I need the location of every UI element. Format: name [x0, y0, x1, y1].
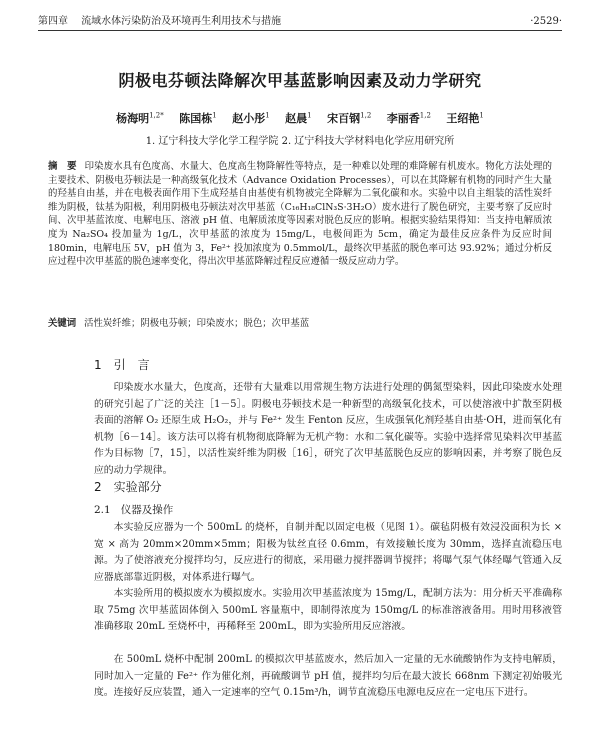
abstract-label: 摘 要 [48, 161, 77, 172]
abstract [48, 160, 552, 269]
author-name: 李丽香 [386, 112, 420, 125]
author-affil-mark: 1,2* [149, 111, 164, 120]
keywords [48, 317, 552, 330]
section-title: 流域水体污染防治及环境再生利用技术与措施 [81, 16, 282, 27]
author-affil-mark: 1,2 [360, 111, 372, 120]
author-name: 赵小彤 [232, 112, 266, 125]
author-name: 赵晨 [285, 112, 308, 125]
abstract-text: 印染废水具有色度高、水量大、色度高生物降解性等特点，是一种难以处理的难降解有机废水。物化方法处理的主要技术、阴极电芬顿法是一种高级氧化技术（Advance Oxidation Processes），可以在其降解有机物的同时产生大量的羟基自由基，并在电极表面作用下生成羟基自由基使有机物被完全降解为二氧化碳和水。实验中以自主组装的活性炭纤维为阴极，钛基为阳极，利用阴极电芬顿法对次甲基蓝（C₁₆H₁₈ClN₃S·3H₂O）废水进行了脱色研究，主要考察了反应时间、次甲基蓝浓度、电解电压、溶液 pH 值、电解质浓度等因素对脱色反应的影响。根据实验结果得知：当支持电解质浓度为 Na₂SO₄ 投加量为 1g/L，次甲基蓝的浓度为 15mg/L，电极间距为 5cm，确定为最佳反应条件为反应时间 180min，电解电压 5V，pH 值为 3，Fe²⁺ 投加浓度为 0.5mmol/L，最终次甲基蓝的脱色率可达 93.92%；通过分析反应过程中次甲基蓝的脱色速率变化，得出次甲基蓝降解过程反应遵循一级反应动力学。 [48, 161, 552, 268]
affiliations: 1. 辽宁科技大学化学工程学院 2. 辽宁科技大学材料电化学应用研究所 [145, 136, 455, 147]
author-affil-mark: 1,2 [419, 111, 431, 120]
author-name: 陈国栋 [179, 112, 213, 125]
subsection-heading-instruments [94, 502, 173, 517]
keywords-label: 关键词 [48, 318, 77, 329]
author-list [0, 110, 600, 126]
author-affil-mark: 1 [307, 111, 312, 120]
experiment-paragraph: 本实验所用的模拟废水为模拟废水。实验用次甲基蓝浓度为 15mg/L，配制方法为：用分析天平准确称取 75mg 次甲基蓝固体倒入 500mL 容量瓶中，即制得浓度为 150mg/L 的标准溶液备用。用时用移液管准确移取 20mL 至烧杯中，再稀释至 200mL，即为实验所用反应溶液。 [94, 588, 562, 632]
author-affil-mark: 1 [212, 111, 217, 120]
section-number: 1 [94, 358, 102, 372]
author [327, 112, 371, 125]
author [387, 112, 431, 125]
section-heading-introduction [94, 356, 150, 373]
author-name: 杨海明 [116, 112, 150, 125]
author [285, 112, 311, 125]
section-heading-experiment [94, 478, 162, 495]
page-number: ·2529· [530, 16, 562, 27]
author-affil-mark: 1 [265, 111, 270, 120]
author-name: 宋百钢 [327, 112, 361, 125]
running-header [38, 12, 562, 31]
author [179, 112, 216, 125]
author-name: 王绍艳 [446, 112, 480, 125]
running-header-left [38, 12, 291, 27]
author [446, 112, 483, 125]
section-number: 2 [94, 480, 102, 494]
paper-title: 阴极电芬顿法降解次甲基蓝影响因素及动力学研究 [118, 71, 482, 90]
section-title: 引 言 [113, 358, 150, 372]
subsection-title: 仪器及操作 [120, 504, 174, 516]
subsection-number: 2.1 [94, 504, 111, 516]
experiment-paragraph: 本实验反应器为一个 500mL 的烧杯，自制并配以固定电极（见图 1）。碳毡阴极有效浸没面积为长 × 宽 × 高为 20mm×20mm×5mm；阳极为钛丝直径 0.6mm，有效接触长度为 30mm，选择直流稳压电源。为了使溶液充分搅拌均匀，反应进行的彻底，采用磁力搅拌器调节搅拌；将曝气泵气体经曝气管通入反应器底部靠近阴极，对体系进行曝气。 [94, 522, 562, 583]
introduction-paragraph: 印染废水水量大，色度高，还带有大量难以用常规生物方法进行处理的偶氮型染料，因此印染废水处理的研究引起了广泛的关注［1－5］。阴极电芬顿技术是一种新型的高级氧化技术，可以使溶液中扩散至阴极表面的溶解 O₂ 还原生成 H₂O₂，并与 Fe²⁺ 发生 Fenton 反应，生成强氧化剂羟基自由基·OH，进而氧化有机物［6－14］。该方法可以将有机物彻底降解为无机产物：水和二氧化碳等。实验中选择常见染料次甲基蓝作为目标物［7，15］，以活性炭纤维为阴极［16］，研究了次甲基蓝脱色反应的影响因素，并考察了脱色反应的动力学规律。 [94, 382, 562, 476]
section-title: 实验部分 [113, 480, 162, 494]
experiment-paragraph: 在 500mL 烧杯中配制 200mL 的模拟次甲基蓝废水，然后加入一定量的无水硫酸钠作为支持电解质，同时加入一定量的 Fe²⁺ 作为催化剂，再硫酸调节 pH 值，搅拌均匀后在最大波长 668nm 下测定初始吸光度。连接好反应装置，通入一定速率的空气 0.15m³/h，调节直流稳压电源电反应在一定电压下进行。 [94, 654, 562, 698]
chapter-label: 第四章 [38, 16, 68, 27]
keywords-text: 活性炭纤维；阴极电芬顿；印染废水；脱色；次甲基蓝 [84, 318, 310, 329]
author-affil-mark: 1 [479, 111, 484, 120]
author [232, 112, 269, 125]
author [116, 112, 164, 125]
